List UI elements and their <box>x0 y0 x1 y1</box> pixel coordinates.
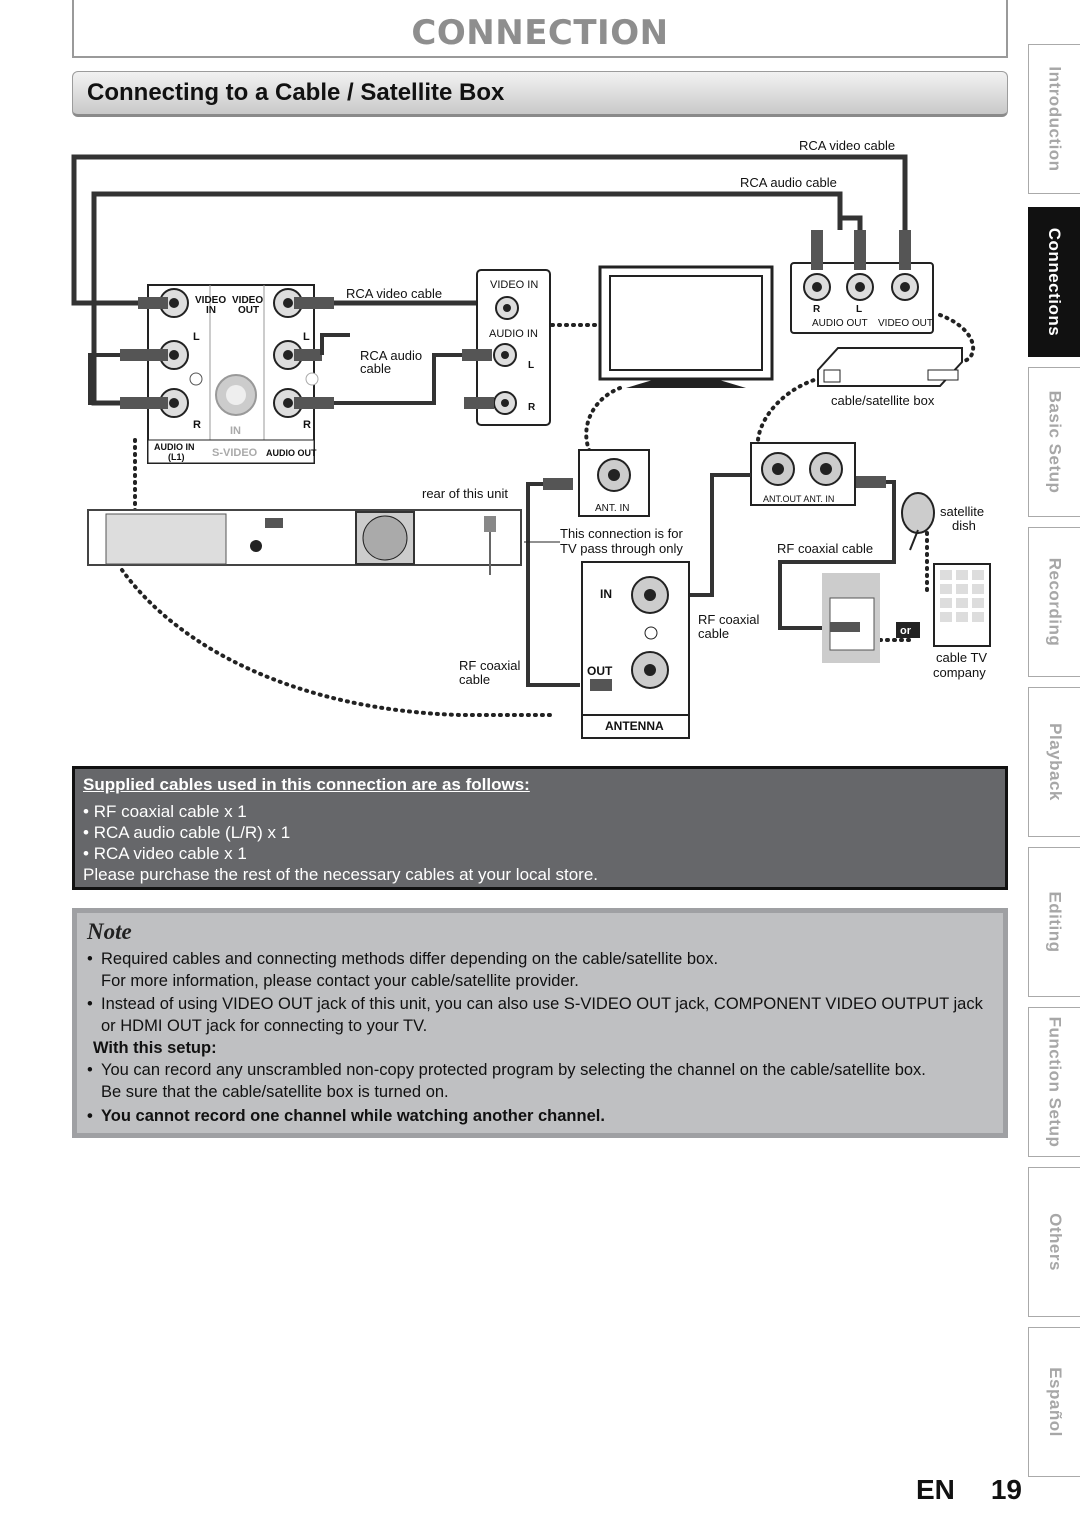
svg-text:R: R <box>813 304 821 315</box>
svg-text:rear of this unit: rear of this unit <box>422 486 508 501</box>
audio-in-l1-label: AUDIO IN <box>154 442 195 452</box>
svg-text:L: L <box>856 304 863 315</box>
svg-text:or: or <box>900 625 911 637</box>
svg-text:IN: IN <box>206 305 216 316</box>
section-header <box>72 0 1008 58</box>
tv-illustration <box>600 267 772 388</box>
label-rca-audio-top: RCA audio cable <box>740 175 837 190</box>
svg-text:This connection is for: This connection is for <box>560 526 683 541</box>
svg-text:dish: dish <box>952 518 976 533</box>
svg-text:L: L <box>303 331 310 343</box>
note-bullet: • Instead of using VIDEO OUT jack of this unit, you can also use S-VIDEO OUT jack, COMPONENT VIDEO OUTPUT jack or HDMI OUT jack for connecting to your TV. <box>87 994 993 1037</box>
tab-espanol[interactable]: Español <box>1028 1327 1080 1477</box>
tab-editing[interactable]: Editing <box>1028 847 1080 997</box>
section-title: CONNECTION <box>411 13 669 53</box>
svg-text:IN: IN <box>230 425 241 437</box>
page-footer <box>916 1474 1022 1506</box>
svg-text:VIDEO OUT: VIDEO OUT <box>878 318 934 329</box>
note-with-setup: With this setup: <box>93 1039 217 1057</box>
note-box <box>72 908 1008 1138</box>
note-bullet: • Required cables and connecting methods differ depending on the cable/satellite box. For more information, please contact your cable/satellite provider. <box>87 949 993 992</box>
tab-introduction[interactable]: Introduction <box>1028 44 1080 194</box>
svg-text:TV pass through only: TV pass through only <box>560 541 683 556</box>
svg-text:cable/satellite box: cable/satellite box <box>831 393 935 408</box>
rca-audio-cable-long-2 <box>840 218 860 230</box>
subheader-bar <box>72 71 1008 117</box>
svg-text:ANTENNA: ANTENNA <box>605 719 664 733</box>
language-label: EN <box>915 1474 955 1505</box>
supplied-cables-box <box>72 766 1008 890</box>
diagram-svg <box>60 130 1020 750</box>
cable-satellite-box <box>818 348 962 386</box>
tab-recording[interactable]: Recording <box>1028 527 1080 677</box>
svg-text:company: company <box>933 665 986 680</box>
svg-text:R: R <box>528 402 536 413</box>
svg-text:RCA audio: RCA audio <box>360 348 423 363</box>
connection-diagram <box>60 130 1020 750</box>
svg-text:ANT. IN: ANT. IN <box>595 503 630 514</box>
tab-others[interactable]: Others <box>1028 1167 1080 1317</box>
svg-text:OUT: OUT <box>587 664 613 678</box>
tab-basic-setup[interactable]: Basic Setup <box>1028 367 1080 517</box>
svg-text:cable: cable <box>459 672 491 687</box>
supplied-item: • RCA audio cable (L/R) x 1 <box>83 822 997 843</box>
svg-text:RF coaxial cable: RF coaxial cable <box>777 541 874 556</box>
svg-text:VIDEO IN: VIDEO IN <box>490 279 539 291</box>
svg-text:R: R <box>193 419 201 431</box>
jack-video-out-label: VIDEO <box>232 295 264 306</box>
tab-playback[interactable]: Playback <box>1028 687 1080 837</box>
svg-text:satellite: satellite <box>940 504 985 519</box>
supplied-heading: Supplied cables used in this connection are as follows: <box>83 775 530 794</box>
page-title: Connecting to a Cable / Satellite Box <box>87 79 505 106</box>
tab-connections[interactable]: Connections <box>1028 207 1080 357</box>
audio-out-label: AUDIO OUT <box>266 448 317 458</box>
rear-of-unit <box>88 510 521 575</box>
svg-text:cable: cable <box>698 626 730 641</box>
svg-text:OUT: OUT <box>238 305 260 316</box>
svg-text:cable: cable <box>360 361 392 376</box>
svg-text:(L1): (L1) <box>168 452 185 462</box>
svg-text:cable TV: cable TV <box>936 650 988 665</box>
svg-text:L: L <box>193 331 200 343</box>
label-rca-video-top: RCA video cable <box>799 138 896 153</box>
tab-function-setup[interactable]: Function Setup <box>1028 1007 1080 1157</box>
svg-text:RF coaxial: RF coaxial <box>698 612 760 627</box>
s-video-label: S-VIDEO <box>212 447 258 459</box>
page-number: 19 <box>990 1474 1022 1505</box>
svg-text:R: R <box>303 419 311 431</box>
svg-text:ANT.OUT ANT. IN: ANT.OUT ANT. IN <box>763 494 835 504</box>
note-title: Note <box>87 919 132 944</box>
note-bullet: • You can record any unscrambled non-copy protected program by selecting the channel on the cable/satellite box. Be sure that the cable/satellite box is turned on. <box>87 1060 993 1103</box>
supplied-item: • RF coaxial cable x 1 <box>83 801 997 822</box>
svg-text:L: L <box>528 360 535 371</box>
note-bold-bullet: • You cannot record one channel while watching another channel. <box>87 1105 993 1127</box>
antenna-splitter <box>582 562 689 738</box>
satellite-dish <box>902 493 934 550</box>
svg-text:IN: IN <box>600 587 612 601</box>
jack-video-in-label: VIDEO <box>195 295 227 306</box>
supplied-item: • RCA video cable x 1 <box>83 843 997 864</box>
svg-text:AUDIO OUT: AUDIO OUT <box>812 318 868 329</box>
supplied-tail: Please purchase the rest of the necessary cables at your local store. <box>83 865 598 884</box>
svg-text:RCA video cable: RCA video cable <box>346 286 443 301</box>
svg-text:RF coaxial: RF coaxial <box>459 658 521 673</box>
svg-text:AUDIO IN: AUDIO IN <box>489 328 538 340</box>
